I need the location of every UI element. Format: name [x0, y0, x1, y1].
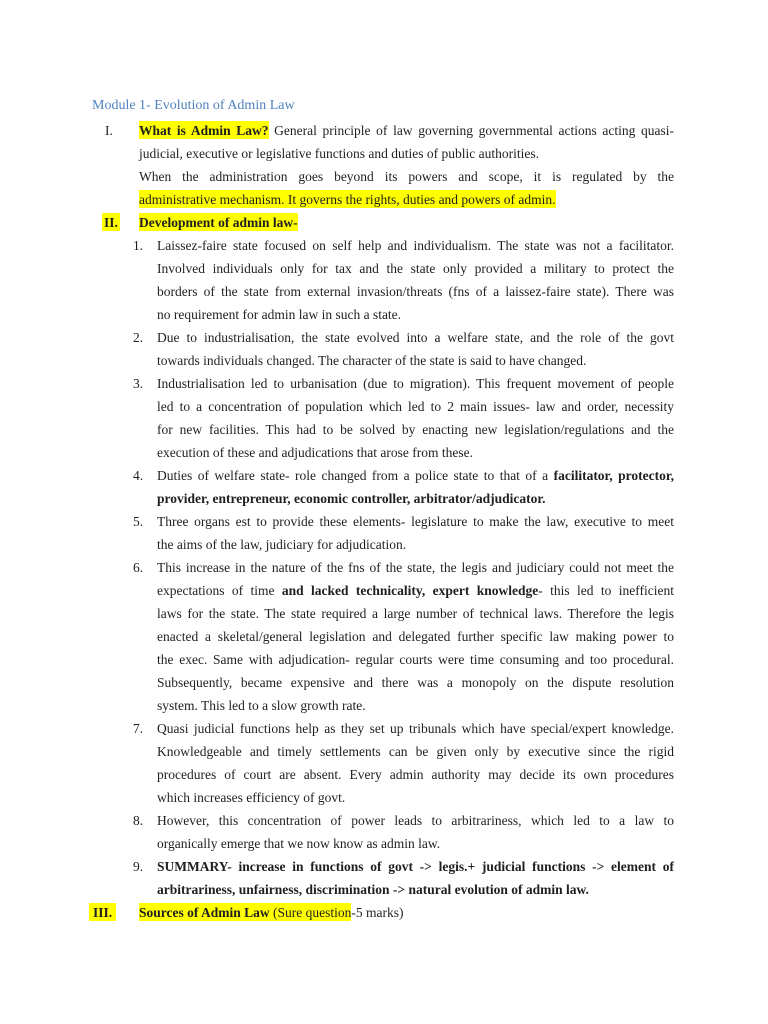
list-item-text: execution of these and adjudications that arose from these.	[157, 445, 474, 460]
section-heading-line	[105, 119, 675, 142]
document-body	[0, 119, 768, 924]
list-item-line	[157, 602, 674, 625]
section-heading-line	[93, 901, 674, 924]
list-item	[0, 855, 768, 901]
list-item-number: 4.	[133, 468, 144, 483]
list-item-text: for new facilities. This had to be solved by enacting new legislation/regulations and the	[157, 422, 674, 437]
list-item-text: Subsequently, became expensive and there was a monopoly on the dispute resolution	[157, 675, 674, 690]
paragraph-text: When the administration goes beyond its powers and scope, it is regulated by the	[139, 169, 674, 184]
list-item-line	[157, 786, 674, 809]
section-numeral: II.	[104, 215, 118, 230]
list-item-line	[157, 441, 674, 464]
list-item-line	[133, 234, 674, 257]
list-item-line	[157, 395, 674, 418]
list-item-line	[133, 372, 674, 395]
section-numeral-slot	[89, 901, 116, 924]
list-item-line	[157, 625, 674, 648]
list-item-text: borders of the state from external invasion/threats (fns of a laissez-faire state). There was	[157, 284, 674, 299]
section-numeral-slot	[102, 211, 120, 234]
list-item-line	[157, 648, 674, 671]
list-item-line	[157, 763, 674, 786]
list-item-line	[133, 717, 674, 740]
paragraph-line	[139, 142, 674, 165]
list-item-number: 1.	[133, 238, 144, 253]
list-item-text: the aims of the law, judiciary for adjudication.	[157, 537, 407, 552]
bold-phrase: and lacked technicality, expert knowledge	[281, 583, 539, 598]
list-item-text: organically emerge that we now know as admin law.	[157, 836, 441, 851]
list-item-line	[157, 280, 674, 303]
sure-question-note: (Sure question	[273, 905, 352, 920]
list-item-number: 5.	[133, 514, 144, 529]
list-item	[0, 510, 768, 556]
list-item-line	[157, 257, 674, 280]
list-item	[0, 234, 768, 326]
list-item-text: which increases efficiency of govt.	[157, 790, 346, 805]
list-item-line	[157, 349, 674, 372]
list-item-line	[133, 855, 674, 878]
list-item-text: Three organs est to provide these elements- legislature to make the law, executive to meet	[157, 514, 674, 529]
marks-note: -5 marks)	[351, 905, 404, 920]
section-heading: What is Admin Law?	[139, 123, 269, 138]
section-i	[0, 119, 768, 211]
list-item	[0, 464, 768, 510]
section-numeral: III.	[89, 903, 116, 921]
list-item-line	[157, 579, 674, 602]
list-item	[0, 372, 768, 464]
list-item-text: system. This led to a slow growth rate.	[157, 698, 366, 713]
section-numeral: I.	[105, 123, 113, 138]
list-item-text: laws for the state. The state required a large number of technical laws. Therefore the legis	[157, 606, 674, 621]
list-item-text: led to a concentration of population which led to 2 main issues- law and order, necessity	[157, 399, 674, 414]
section-heading: Sources of Admin Law	[139, 905, 270, 920]
summary-text: SUMMARY- increase in functions of govt -> legis.+ judicial functions -> element of	[157, 859, 674, 874]
paragraph-line	[139, 165, 674, 188]
list-item-number: 7.	[133, 721, 144, 736]
section-ii	[0, 211, 768, 901]
list-item-line	[157, 878, 674, 901]
list-item-line	[157, 533, 674, 556]
list-item-line	[133, 809, 674, 832]
list-item	[0, 809, 768, 855]
list-item-number: 2.	[133, 330, 144, 345]
paragraph-line	[139, 188, 674, 211]
section-heading: Development of admin law-	[139, 215, 298, 230]
highlighted-heading-group	[139, 903, 351, 921]
list-item-text: no requirement for admin law in such a state.	[157, 307, 402, 322]
list-item-number: 8.	[133, 813, 144, 828]
paragraph-text: judicial, executive or legislative functions and duties of public authorities.	[139, 146, 540, 161]
list-item	[0, 556, 768, 717]
list-item-text: Quasi judicial functions help as they set up tribunals which have special/expert knowledge.	[157, 721, 674, 736]
list-item-line	[157, 832, 674, 855]
section-iii	[0, 901, 768, 924]
list-item-text: - this led to inefficient	[538, 583, 675, 598]
bold-phrase: provider, entrepreneur, economic controller, arbitrator/adjudicator.	[157, 491, 546, 506]
list-item-number: 6.	[133, 560, 144, 575]
list-item-text: expectations of time	[157, 583, 275, 598]
list-item-line	[157, 740, 674, 763]
list-item-line	[157, 303, 674, 326]
heading-continuation: General principle of law governing governmental actions acting quasi-	[274, 123, 675, 138]
highlighted-text: administrative mechanism. It governs the rights, duties and powers of admin.	[139, 192, 556, 207]
list-item-text: Involved individuals only for tax and the state only provided a military to protect the	[157, 261, 674, 276]
list-item-line	[157, 418, 674, 441]
list-item-text: This increase in the nature of the fns of the state, the legis and judiciary could not meet the	[157, 560, 674, 575]
list-item-text: Due to industrialisation, the state evolved into a welfare state, and the role of the govt	[157, 330, 674, 345]
list-item-text: Laissez-faire state focused on self help and individualism. The state was not a facilitator.	[157, 238, 674, 253]
section-heading-line	[104, 211, 674, 234]
list-item-line	[133, 326, 674, 349]
list-item-line	[133, 464, 675, 487]
list-item-line	[157, 671, 674, 694]
list-item-line	[133, 510, 674, 533]
list-item-number: 3.	[133, 376, 144, 391]
list-item-text: towards individuals changed. The character of the state is said to have changed.	[157, 353, 587, 368]
list-item-text: procedures of court are absent. Every admin authority may decide its own procedures	[157, 767, 674, 782]
list-item-line	[157, 487, 674, 510]
module-title: Module 1- Evolution of Admin Law	[92, 98, 295, 113]
list-item-line	[133, 556, 674, 579]
list-item-text: the exec. Same with adjudication- regular courts were time consuming and too procedural.	[157, 652, 674, 667]
list-item-number: 9.	[133, 859, 144, 874]
summary-text: arbitrariness, unfairness, discrimination -> natural evolution of admin law.	[157, 882, 589, 897]
bold-phrase: facilitator, protector,	[553, 468, 675, 483]
list-item	[0, 326, 768, 372]
list-item-text: However, this concentration of power leads to arbitrariness, which led to a law to	[157, 813, 674, 828]
list-item-text: Duties of welfare state- role changed from a police state to that of a	[157, 468, 549, 483]
list-item-line	[157, 694, 674, 717]
list-item-text: enacted a skeletal/general legislation and delegated further specific law making power to	[157, 629, 674, 644]
list-item-text: Knowledgeable and timely settlements can be given only by executive since the rigid	[157, 744, 674, 759]
list-item-text: Industrialisation led to urbanisation (due to migration). This frequent movement of people	[157, 376, 674, 391]
list-item	[0, 717, 768, 809]
